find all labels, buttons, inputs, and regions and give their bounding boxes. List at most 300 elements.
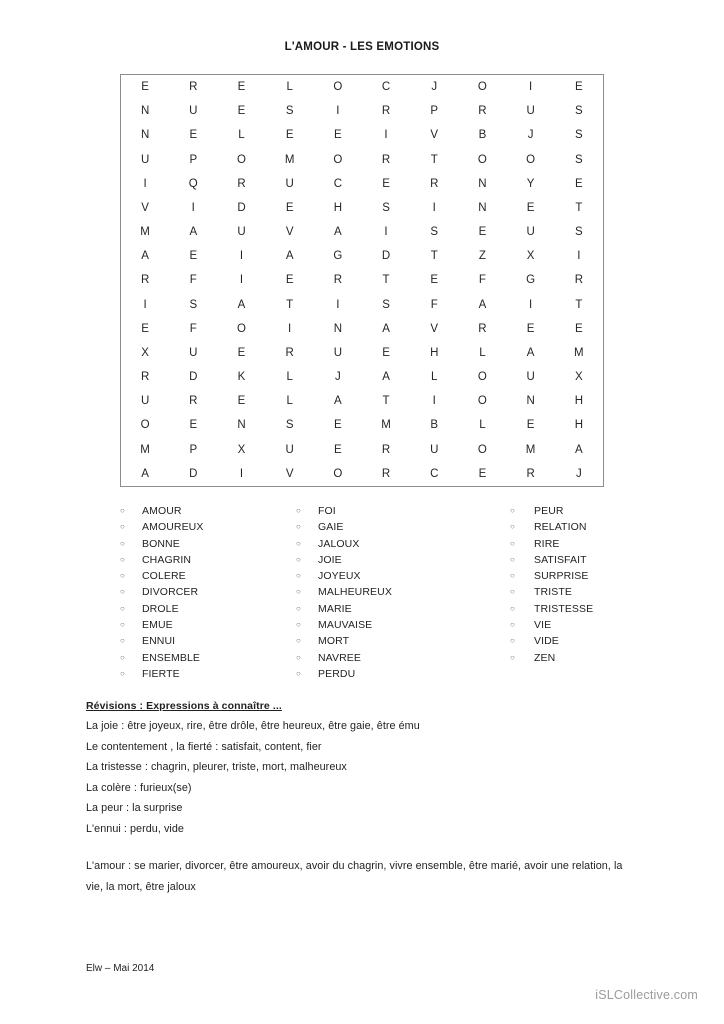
grid-cell[interactable]: S [575,105,583,118]
grid-cell[interactable]: I [239,467,244,480]
grid-cell[interactable]: V [430,129,439,142]
word-list-label: GAIE [318,521,344,534]
revisions-line: L'ennui : perdu, vide [86,822,184,835]
circle-bullet-icon: ○ [510,587,515,597]
grid-cell[interactable]: O [477,395,487,408]
word-list-item[interactable] [120,586,296,602]
grid-cell[interactable]: B [478,129,487,142]
word-list-label: JALOUX [318,537,360,550]
grid-cell[interactable]: A [382,371,390,384]
word-list-item[interactable] [510,652,710,668]
grid-cell[interactable]: E [575,322,583,335]
grid-cell[interactable]: E [478,467,487,480]
word-list-label: ENSEMBLE [142,651,200,664]
word-list-label: ZEN [534,651,556,664]
grid-cell[interactable]: R [574,274,583,287]
grid-cell[interactable]: U [333,346,342,359]
grid-cell[interactable]: M [381,419,391,432]
word-list-item[interactable] [120,619,296,635]
grid-cell[interactable]: O [333,467,343,480]
grid-cell[interactable]: T [575,298,583,311]
grid-cell[interactable]: E [334,443,342,456]
grid-cell[interactable]: S [189,298,198,311]
grid-cell[interactable]: R [140,371,150,384]
grid-cell[interactable]: T [430,153,438,166]
grid-cell[interactable]: O [236,153,246,166]
grid-cell[interactable]: I [143,298,147,311]
revisions-line: La peur : la surprise [86,802,183,814]
grid-cell[interactable]: U [189,105,198,118]
grid-cell[interactable]: S [430,226,439,239]
grid-cell[interactable]: I [528,298,533,311]
grid-row [121,123,603,147]
grid-cell[interactable]: R [381,443,391,456]
grid-cell[interactable]: G [526,274,536,287]
grid-cell[interactable]: F [189,274,197,287]
word-list-label: RIRE [534,537,560,550]
grid-cell[interactable]: T [382,274,390,287]
grid-cell[interactable]: T [286,298,294,311]
grid-cell[interactable]: R [189,81,198,94]
grid-cell[interactable]: X [237,443,246,456]
circle-bullet-icon: ○ [120,620,125,630]
circle-bullet-icon: ○ [510,571,515,581]
circle-bullet-icon: ○ [296,668,301,678]
grid-cell[interactable]: U [285,177,294,190]
word-list-item[interactable] [296,635,510,651]
grid-cell[interactable]: A [478,298,487,311]
grid-cell[interactable]: O [526,153,536,166]
grid-cell[interactable]: F [430,298,438,311]
revisions-section [86,700,656,839]
grid-cell[interactable]: M [574,346,584,359]
grid-cell[interactable]: R [285,346,294,359]
grid-cell[interactable]: H [574,419,583,432]
grid-cell[interactable]: U [140,153,150,166]
word-list-item[interactable] [296,668,510,684]
grid-cell[interactable]: E [526,419,535,432]
word-list-label: BONNE [142,537,180,550]
grid-cell[interactable]: E [189,250,198,263]
word-list-item[interactable] [296,652,510,668]
word-list-label: MALHEUREUX [318,586,392,599]
grid-cell[interactable]: T [430,250,438,263]
word-search-grid [120,74,604,487]
grid-cell[interactable]: L [431,371,438,384]
grid-cell[interactable]: E [526,201,535,214]
word-list-item[interactable] [120,521,296,537]
grid-cell[interactable]: I [384,129,388,142]
grid-cell[interactable]: S [285,105,294,118]
grid-cell[interactable]: T [575,201,583,214]
circle-bullet-icon: ○ [120,668,125,678]
grid-cell[interactable]: Z [478,250,486,263]
grid-cell[interactable]: M [525,443,536,456]
grid-row [121,244,603,268]
grid-row [121,196,603,220]
grid-cell[interactable]: O [477,153,487,166]
grid-cell[interactable]: E [575,177,583,190]
grid-cell[interactable]: S [575,153,583,166]
grid-cell[interactable]: X [141,346,149,359]
word-list-item[interactable] [510,505,710,521]
grid-cell[interactable]: N [478,177,487,190]
footer-credit: Elw – Mai 2014 [86,963,155,974]
grid-cell[interactable]: S [575,129,583,142]
grid-cell[interactable]: R [237,177,246,190]
grid-row [121,99,603,123]
grid-cell[interactable]: N [140,105,150,118]
circle-bullet-icon: ○ [120,603,125,613]
grid-row [121,220,603,244]
word-list-item[interactable] [510,554,710,570]
grid-row [121,389,603,413]
grid-row [121,365,603,389]
grid-cell[interactable]: E [237,346,246,359]
word-list-label: NAVREE [318,651,361,664]
grid-cell[interactable]: V [285,226,294,239]
grid-cell[interactable]: E [237,105,246,118]
grid-cell[interactable]: Q [188,177,198,190]
circle-bullet-icon: ○ [510,554,515,564]
grid-cell[interactable]: L [286,81,293,94]
grid-cell[interactable]: D [189,371,198,384]
word-list-label: JOYEUX [318,570,361,583]
grid-cell[interactable]: U [430,443,439,456]
grid-cell[interactable]: P [430,105,439,118]
grid-cell[interactable]: T [382,395,390,408]
word-list-label: SATISFAIT [534,553,587,566]
grid-cell[interactable]: U [285,443,294,456]
word-search-table [121,75,603,486]
grid-cell[interactable]: E [575,81,583,94]
word-list-label: RELATION [534,521,587,534]
grid-cell[interactable]: O [333,153,343,166]
grid-cell[interactable]: F [189,322,197,335]
word-list-label: AMOUREUX [142,521,204,534]
grid-cell[interactable]: L [479,346,486,359]
grid-row [121,462,603,486]
grid-cell[interactable]: R [526,467,535,480]
grid-row [121,172,603,196]
word-list-label: CHAGRIN [142,553,192,566]
word-list-column-1 [120,505,296,684]
grid-cell[interactable]: E [334,419,342,432]
grid-cell[interactable]: N [237,419,246,432]
word-list-label: AMOUR [142,505,182,517]
word-list-label: TRISTESSE [534,602,594,615]
grid-row [121,148,603,172]
grid-cell[interactable]: J [575,467,582,480]
grid-cell[interactable]: M [140,443,150,456]
word-list-item[interactable] [296,505,510,521]
word-list-label: VIDE [534,635,559,648]
grid-cell[interactable]: D [189,467,198,480]
grid-cell[interactable]: U [526,371,535,384]
grid-cell[interactable]: I [191,201,195,214]
word-list-label: VIE [534,619,552,632]
circle-bullet-icon: ○ [510,522,515,532]
grid-cell[interactable]: V [285,467,294,480]
grid-cell[interactable]: E [285,274,294,287]
grid-cell[interactable]: E [285,201,294,214]
grid-cell[interactable]: I [432,201,436,214]
word-list-item[interactable] [120,570,296,586]
grid-cell[interactable]: U [526,226,535,239]
grid-cell[interactable]: I [384,226,388,239]
word-list-label: ENNUI [142,635,176,648]
word-list-label: PERDU [318,667,356,680]
grid-cell[interactable]: N [140,129,150,142]
grid-cell[interactable]: J [431,81,438,94]
circle-bullet-icon: ○ [120,636,125,646]
grid-cell[interactable]: R [381,153,391,166]
grid-cell[interactable]: E [237,395,246,408]
word-list-label: FIERTE [142,667,180,680]
grid-cell[interactable]: C [430,467,439,480]
word-list-label: MARIE [318,602,352,615]
grid-cell[interactable]: A [237,298,246,311]
circle-bullet-icon: ○ [120,587,125,597]
word-list-item[interactable] [120,554,296,570]
revisions-line: La tristesse : chagrin, pleurer, triste, mort, malheureux [86,761,347,773]
grid-cell[interactable]: R [430,177,439,190]
grid-cell[interactable]: O [477,81,487,94]
grid-cell[interactable]: S [382,201,390,214]
grid-cell[interactable]: D [237,201,246,214]
word-list-label: COLERE [142,570,186,583]
grid-cell[interactable]: L [238,129,245,142]
word-list-item[interactable] [510,603,710,619]
grid-cell[interactable]: E [382,177,390,190]
word-list [120,505,720,684]
grid-cell[interactable]: I [143,177,147,190]
grid-row [121,268,603,292]
circle-bullet-icon: ○ [296,571,301,581]
footer-brand: iSLCollective.com [595,988,698,1002]
word-list-item[interactable] [120,603,296,619]
grid-cell[interactable]: P [189,443,198,456]
grid-cell[interactable]: L [479,419,486,432]
grid-cell[interactable]: O [333,81,343,94]
grid-cell[interactable]: A [526,346,535,359]
grid-cell[interactable]: S [285,419,294,432]
grid-cell[interactable]: R [140,274,150,287]
circle-bullet-icon: ○ [120,506,125,515]
grid-cell[interactable]: B [430,419,439,432]
grid-row [121,317,603,341]
word-list-label: JOIE [318,553,342,566]
grid-cell[interactable]: A [575,443,583,456]
word-list-label: MORT [318,635,350,648]
grid-cell[interactable]: R [189,395,198,408]
word-list-item[interactable] [120,668,296,684]
circle-bullet-icon: ○ [296,587,301,597]
circle-bullet-icon: ○ [510,652,515,662]
word-list-label: EMUE [142,619,173,632]
grid-cell[interactable]: O [140,419,150,432]
word-list-item[interactable] [296,554,510,570]
grid-cell[interactable]: E [189,129,198,142]
grid-cell[interactable]: N [478,201,487,214]
grid-cell[interactable]: P [189,153,198,166]
word-list-item[interactable] [510,619,710,635]
grid-cell[interactable]: F [478,274,486,287]
circle-bullet-icon: ○ [296,636,301,646]
grid-cell[interactable]: E [430,274,439,287]
grid-cell[interactable]: X [526,250,535,263]
revisions-line: La colère : furieux(se) [86,781,192,794]
grid-cell[interactable]: U [237,226,246,239]
grid-cell[interactable]: E [237,81,246,94]
grid-cell[interactable]: J [527,129,534,142]
grid-cell[interactable]: E [141,81,149,94]
grid-cell[interactable]: C [333,177,342,190]
grid-cell[interactable]: U [189,346,198,359]
revisions-line: La joie : être joyeux, rire, être drôle, être heureux, être gaie, être ému [86,720,420,732]
grid-cell[interactable]: S [382,298,390,311]
grid-row [121,438,603,462]
grid-cell[interactable]: A [189,226,198,239]
circle-bullet-icon: ○ [120,652,125,662]
word-list-item[interactable] [120,538,296,554]
grid-cell[interactable]: U [526,105,535,118]
grid-cell[interactable]: N [333,322,342,335]
word-list-item[interactable] [296,619,510,635]
grid-cell[interactable]: L [286,395,293,408]
grid-cell[interactable]: S [575,226,583,239]
word-list-item[interactable] [510,521,710,537]
word-list-label: MAUVAISE [318,619,373,632]
circle-bullet-icon: ○ [296,620,301,630]
word-list-column-3 [510,505,710,668]
grid-cell[interactable]: R [381,105,391,118]
word-list-item[interactable] [510,635,710,651]
grid-cell[interactable]: V [141,201,149,214]
grid-cell[interactable]: U [140,395,150,408]
grid-cell[interactable]: J [334,371,341,384]
revisions-lines [86,716,656,839]
word-list-label: DROLE [142,602,179,615]
word-list-label: PEUR [534,505,564,517]
grid-cell[interactable]: R [333,274,342,287]
circle-bullet-icon: ○ [296,506,301,515]
word-list-item[interactable] [510,570,710,586]
grid-cell[interactable]: H [333,201,342,214]
grid-cell[interactable]: G [333,250,343,263]
grid-cell[interactable]: R [381,467,391,480]
circle-bullet-icon: ○ [510,538,515,548]
grid-row [121,413,603,437]
word-list-item[interactable] [296,603,510,619]
grid-cell[interactable]: I [432,395,436,408]
grid-cell[interactable]: R [478,322,487,335]
grid-cell[interactable]: H [430,346,439,359]
grid-cell[interactable]: A [141,250,149,263]
grid-cell[interactable]: A [334,226,342,239]
word-list-item[interactable] [120,652,296,668]
grid-cell[interactable]: Y [526,177,535,190]
grid-cell[interactable]: H [574,395,583,408]
grid-cell[interactable]: M [140,226,150,239]
grid-cell[interactable]: I [577,250,581,263]
circle-bullet-icon: ○ [510,636,515,646]
grid-cell[interactable]: V [430,322,439,335]
grid-cell[interactable]: I [336,298,340,311]
circle-bullet-icon: ○ [296,603,301,613]
amour-paragraph: L'amour : se marier, divorcer, être amoureux, avoir du chagrin, vivre ensemble, être marié, avoir une relation, la vie, la mort, être jaloux [86,860,623,893]
grid-cell[interactable]: C [381,81,391,94]
grid-cell[interactable]: O [236,322,246,335]
word-list-item[interactable] [120,635,296,651]
circle-bullet-icon: ○ [120,554,125,564]
grid-row [121,341,603,365]
word-list-item[interactable] [120,505,296,521]
word-list-item[interactable] [510,538,710,554]
circle-bullet-icon: ○ [510,506,515,515]
grid-cell[interactable]: O [477,443,487,456]
grid-cell[interactable]: E [189,419,198,432]
grid-cell[interactable]: A [285,250,294,263]
grid-cell[interactable]: R [478,105,487,118]
word-list-label: FOI [318,505,336,517]
grid-cell[interactable]: E [478,226,487,239]
word-list-label: TRISTE [534,586,572,599]
grid-cell[interactable]: E [334,129,342,142]
circle-bullet-icon: ○ [296,554,301,564]
circle-bullet-icon: ○ [510,620,515,630]
grid-cell[interactable]: D [381,250,391,263]
grid-cell[interactable]: I [288,322,292,335]
circle-bullet-icon: ○ [296,538,301,548]
grid-cell[interactable]: X [575,371,583,384]
circle-bullet-icon: ○ [120,571,125,581]
grid-cell[interactable]: O [477,371,487,384]
grid-cell[interactable]: E [526,322,535,335]
word-list-item[interactable] [510,586,710,602]
grid-cell[interactable]: I [528,81,533,94]
grid-cell[interactable]: L [286,371,293,384]
grid-cell[interactable]: M [284,153,295,166]
word-list-item[interactable] [296,538,510,554]
grid-cell[interactable]: E [141,322,149,335]
word-list-column-2 [296,505,510,684]
word-list-label: SURPRISE [534,570,589,583]
grid-cell[interactable]: E [382,346,390,359]
grid-cell[interactable]: I [239,250,244,263]
grid-cell[interactable]: K [237,371,246,384]
grid-cell[interactable]: A [141,467,149,480]
word-list-item[interactable] [296,586,510,602]
circle-bullet-icon: ○ [120,538,125,548]
word-search-body [121,75,603,486]
circle-bullet-icon: ○ [296,522,301,532]
grid-row [121,75,603,99]
circle-bullet-icon: ○ [510,603,515,613]
grid-cell[interactable]: N [526,395,535,408]
word-list-item[interactable] [296,570,510,586]
grid-cell[interactable]: I [239,274,244,287]
circle-bullet-icon: ○ [120,522,125,532]
grid-cell[interactable]: I [336,105,340,118]
grid-cell[interactable]: E [285,129,294,142]
revisions-line: Le contentement , la fierté : satisfait, content, fier [86,740,322,753]
page-title: L'AMOUR - LES EMOTIONS [284,41,440,53]
revisions-heading: Révisions : Expressions à connaître ... [86,700,282,712]
word-list-item[interactable] [296,521,510,537]
grid-cell[interactable]: A [334,395,342,408]
grid-cell[interactable]: A [382,322,390,335]
